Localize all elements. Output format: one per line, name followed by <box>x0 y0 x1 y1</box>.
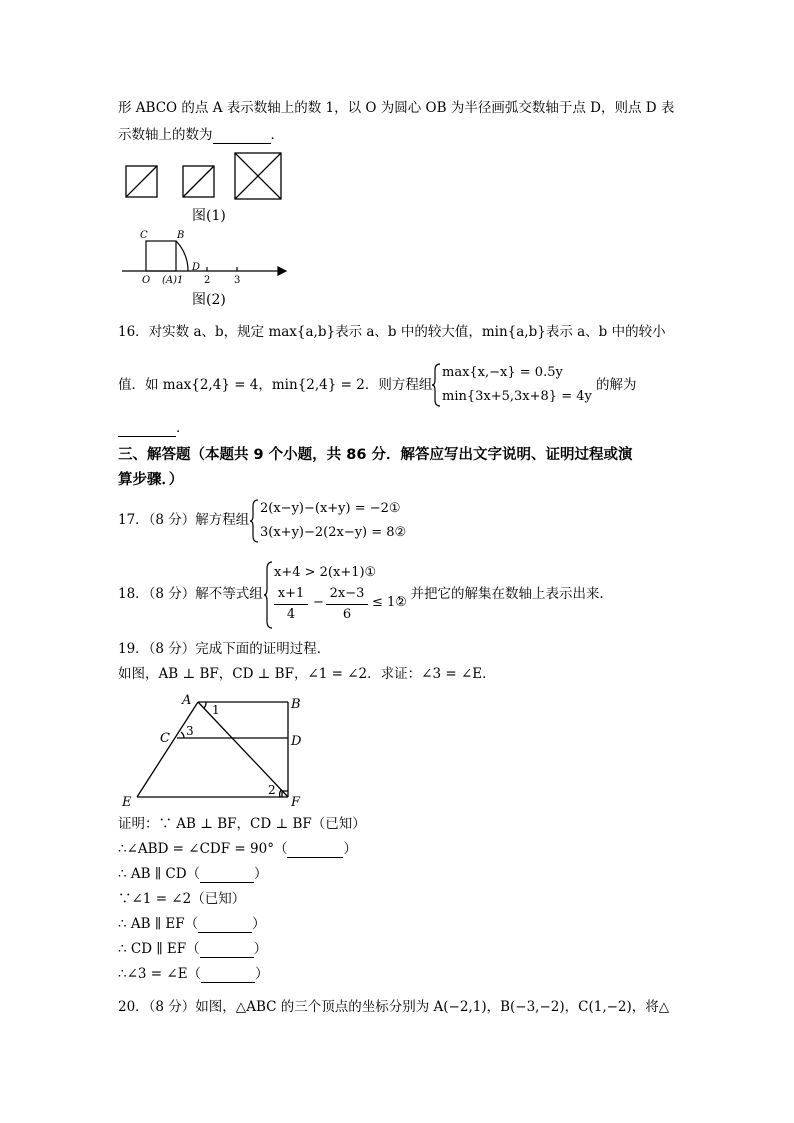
q20-line-1: 20．（8 分）如图，△ABC 的三个顶点的坐标分别为 A(−2,1)，B(−3,−2)，C(1,−2)，将△ <box>118 999 670 1015</box>
fig2-caption: 图(2) <box>192 292 226 308</box>
q16-line-2-post: 的解为 <box>596 377 637 393</box>
q19-line-2: 如图，AB ⊥ BF，CD ⊥ BF，∠1 = ∠2．求证：∠3 = ∠E． <box>118 666 496 682</box>
q17-eq-1: 2(x−y)−(x+y) = −2① <box>260 501 401 516</box>
fig2-tick-3: 3 <box>234 275 241 286</box>
fig2-tick-2: 2 <box>204 275 211 286</box>
q16-answer-blank <box>118 436 176 437</box>
proof-blank-1 <box>287 857 343 858</box>
q16-line-1: 16．对实数 a、b，规定 max{a,b}表示 a、b 中的较大值，min{a,b}表示 a、b 中的较小 <box>118 324 666 340</box>
proof-close-3: ） <box>252 916 266 932</box>
section-3-heading-2: 算步骤．） <box>118 472 184 488</box>
q19-line-1: 19．（8 分）完成下面的证明过程． <box>118 641 331 657</box>
q18-frac-1-den: 4 <box>286 607 296 622</box>
proof-blank-4 <box>200 957 254 958</box>
q17-eq-2: 3(x+y)−2(2x−y) = 8② <box>260 525 407 540</box>
proof-blank-3 <box>198 932 252 933</box>
fig19-label-f: F <box>291 795 301 810</box>
proof-line-6 <box>118 940 267 958</box>
q18-ineq-tail: ≤ 1② <box>372 595 407 610</box>
proof-close-2: ） <box>254 866 268 882</box>
proof-line-2 <box>118 840 357 858</box>
q18-frac-1-num: x+1 <box>274 586 308 605</box>
q17-brace <box>250 498 260 544</box>
q16-line-2-pre: 值．如 max{2,4} = 4，min{2,4} = 2．则方程组 <box>118 377 433 393</box>
q18-brace <box>264 560 274 630</box>
proof-line-7-text: ∴∠3 = ∠E（ <box>118 966 202 982</box>
section-3-heading-1: 三、解答题（本题共 9 个小题，共 86 分．解答应写出文字说明、证明过程或演 <box>118 447 633 463</box>
proof-line-4: ∵∠1 = ∠2（已知） <box>118 891 246 907</box>
proof-line-6-text: ∴ CD ∥ EF（ <box>118 941 200 957</box>
q18-frac-2-num: 2x−3 <box>326 586 368 605</box>
proof-line-7 <box>118 965 269 983</box>
fig2-label-b: B <box>177 230 185 241</box>
q19-figure <box>118 690 318 810</box>
q17-label: 17．（8 分）解方程组 <box>118 512 250 528</box>
q18-frac-2-den: 6 <box>342 607 352 622</box>
proof-close-1: ） <box>343 841 357 857</box>
proof-line-3-text: ∴ AB ∥ CD（ <box>118 866 201 882</box>
intro-line-1: 形 ABCO 的点 A 表示数轴上的数 1，以 O 为圆心 OB 为半径画弧交数轴于点 D，则点 D 表 <box>118 100 675 116</box>
fig2-label-c: C <box>140 230 148 241</box>
q16-answer-line: ． <box>118 419 190 437</box>
proof-line-3 <box>118 865 268 883</box>
fig2-label-d: D <box>192 262 201 273</box>
q18-frac-2 <box>326 586 368 623</box>
fig19-label-e: E <box>122 795 132 810</box>
fig19-angle-2: 2 <box>268 783 276 797</box>
q16-eq-1: max{x,−x} = 0.5y <box>442 365 563 380</box>
q18-eq-1: x+4 > 2(x+1)① <box>274 565 377 580</box>
fig19-label-b: B <box>291 697 301 712</box>
proof-line-2-text: ∴∠ABD = ∠CDF = 90°（ <box>118 841 288 857</box>
proof-blank-2 <box>200 882 254 883</box>
fig19-label-a: A <box>182 693 192 708</box>
fig19-label-d: D <box>291 734 302 749</box>
proof-blank-5 <box>201 982 255 983</box>
intro-line-2-text: 示数轴上的数为 <box>118 127 213 143</box>
q18-label: 18．（8 分）解不等式组 <box>118 586 263 602</box>
q16-eq-2: min{3x+5,3x+8} = 4y <box>442 389 592 404</box>
proof-close-5: ） <box>255 966 269 982</box>
figure-2 <box>118 226 298 288</box>
fig19-angle-1: 1 <box>212 703 220 717</box>
q18-frac-1 <box>274 586 308 623</box>
answer-blank <box>213 143 271 144</box>
fig19-angle-3: 3 <box>186 724 194 738</box>
fig2-label-a1: (A)1 <box>162 275 184 286</box>
proof-close-4: ） <box>253 941 268 957</box>
proof-line-5 <box>118 915 266 933</box>
q18-minus: − <box>313 595 324 610</box>
fig1-caption: 图(1) <box>192 208 226 224</box>
fig2-label-o: O <box>142 275 151 286</box>
q18-tail: ，并把它的解集在数轴上表示出来． <box>397 586 613 602</box>
fig19-label-c: C <box>160 731 170 746</box>
proof-line-5-text: ∴ AB ∥ EF（ <box>118 916 199 932</box>
q16-brace <box>432 362 442 408</box>
proof-line-1: 证明：∵ AB ⊥ BF，CD ⊥ BF（已知） <box>118 816 366 832</box>
intro-line-2: 示数轴上的数为 ． <box>118 127 284 143</box>
